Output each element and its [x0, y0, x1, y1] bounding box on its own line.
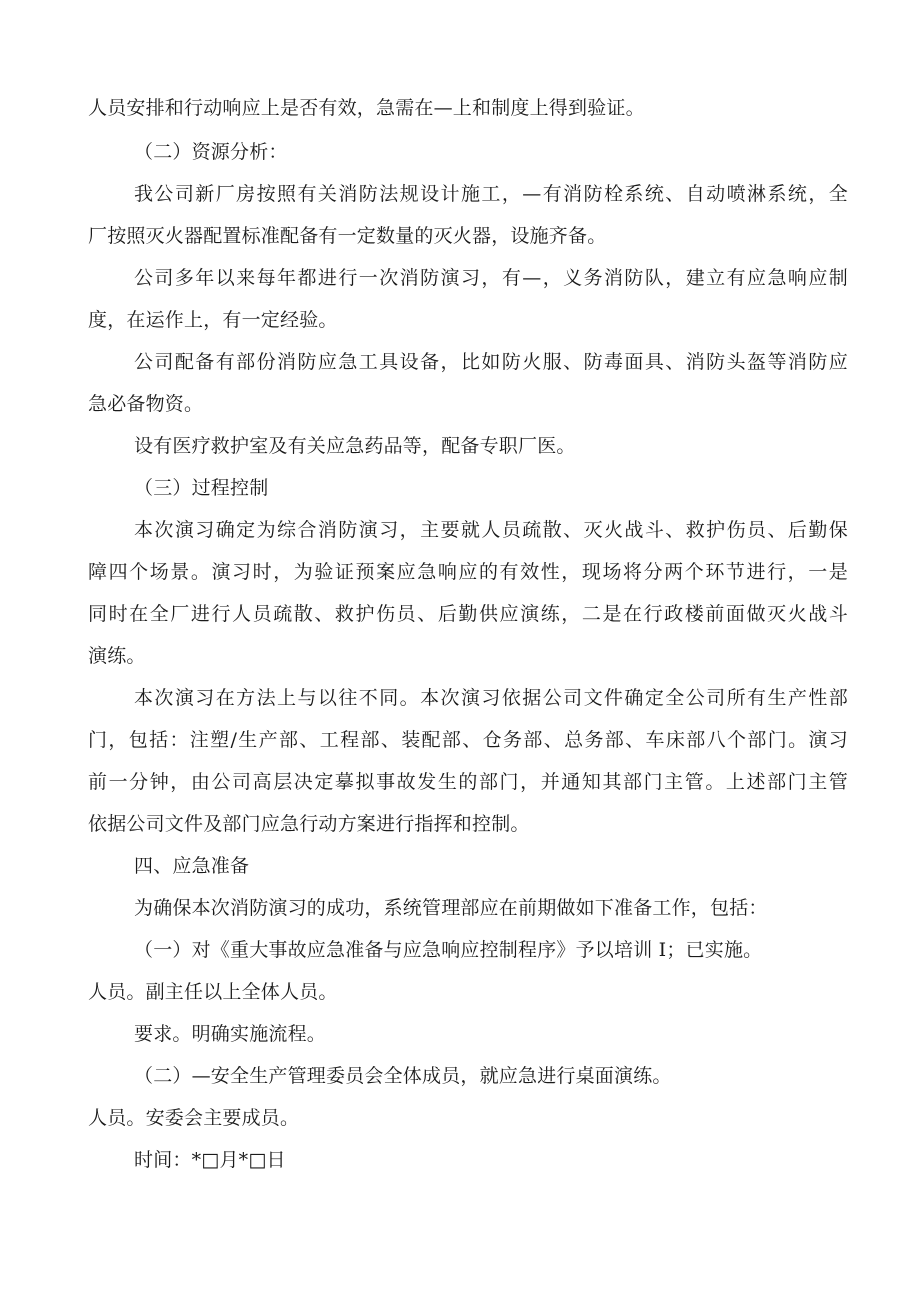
text-line: 公司多年以来每年都进行一次消防演习，有—，义务消防队，建立有应急响应制 [134, 267, 848, 289]
text-line: 人员。安委会主要成员。 [88, 1107, 300, 1129]
text-line: 要求。明确实施流程。 [134, 1023, 327, 1045]
section-heading: （三）过程控制 [134, 477, 269, 499]
text-line: 人员安排和行动响应上是否有效，急需在—上和制度上得到验证。 [88, 97, 645, 119]
text-line: 本次演习确定为综合消防演习，主要就人员疏散、灭火战斗、救护伤员、后勤保 [134, 519, 848, 541]
text-line: 人员。副主任以上全体人员。 [88, 981, 338, 1003]
text-line: 我公司新厂房按照有关消防法规设计施工，—有消防栓系统、自动喷淋系统，全 [134, 183, 848, 205]
text-line: 演练。 [88, 645, 146, 667]
text-line: 本次演习在方法上与以往不同。本次演习依据公司文件确定全公司所有生产性部 [134, 687, 848, 709]
text-line: 时间：*□月*□日 [134, 1149, 286, 1171]
text-line: 同时在全厂进行人员疏散、救护伤员、后勤供应演练，二是在行政楼前面做灭火战斗 [88, 603, 848, 625]
text-line: （一）对《重大事故应急准备与应急响应控制程序》予以培训 I；已实施。 [134, 939, 763, 961]
text-line: 障四个场景。演习时，为验证预案应急响应的有效性，现场将分两个环节进行，一是 [88, 561, 848, 583]
text-line: （二）—安全生产管理委员会全体成员，就应急进行桌面演练。 [134, 1065, 672, 1087]
section-heading: 四、应急准备 [134, 855, 250, 877]
text-line: 前一分钟，由公司高层决定摹拟事故发生的部门，并通知其部门主管。上述部门主管 [88, 771, 848, 793]
text-line: 度，在运作上，有一定经验。 [88, 309, 338, 331]
text-line: 公司配备有部份消防应急工具设备，比如防火服、防毒面具、消防头盔等消防应 [134, 351, 848, 373]
text-line: 门，包括：注塑/生产部、工程部、装配部、仓务部、总务部、车床部八个部门。演习 [88, 729, 848, 751]
section-heading: （二）资源分析： [134, 141, 288, 163]
text-line: 依据公司文件及部门应急行动方案进行指挥和控制。 [88, 813, 530, 835]
text-line: 厂按照灭火器配置标准配备有一定数量的灭火器，设施齐备。 [88, 225, 607, 247]
text-line: 为确保本次消防演习的成功，系统管理部应在前期做如下准备工作，包括： [134, 897, 768, 919]
text-line: 急必备物资。 [88, 393, 204, 415]
text-line: 设有医疗救护室及有关应急药品等，配备专职厂医。 [134, 435, 576, 457]
